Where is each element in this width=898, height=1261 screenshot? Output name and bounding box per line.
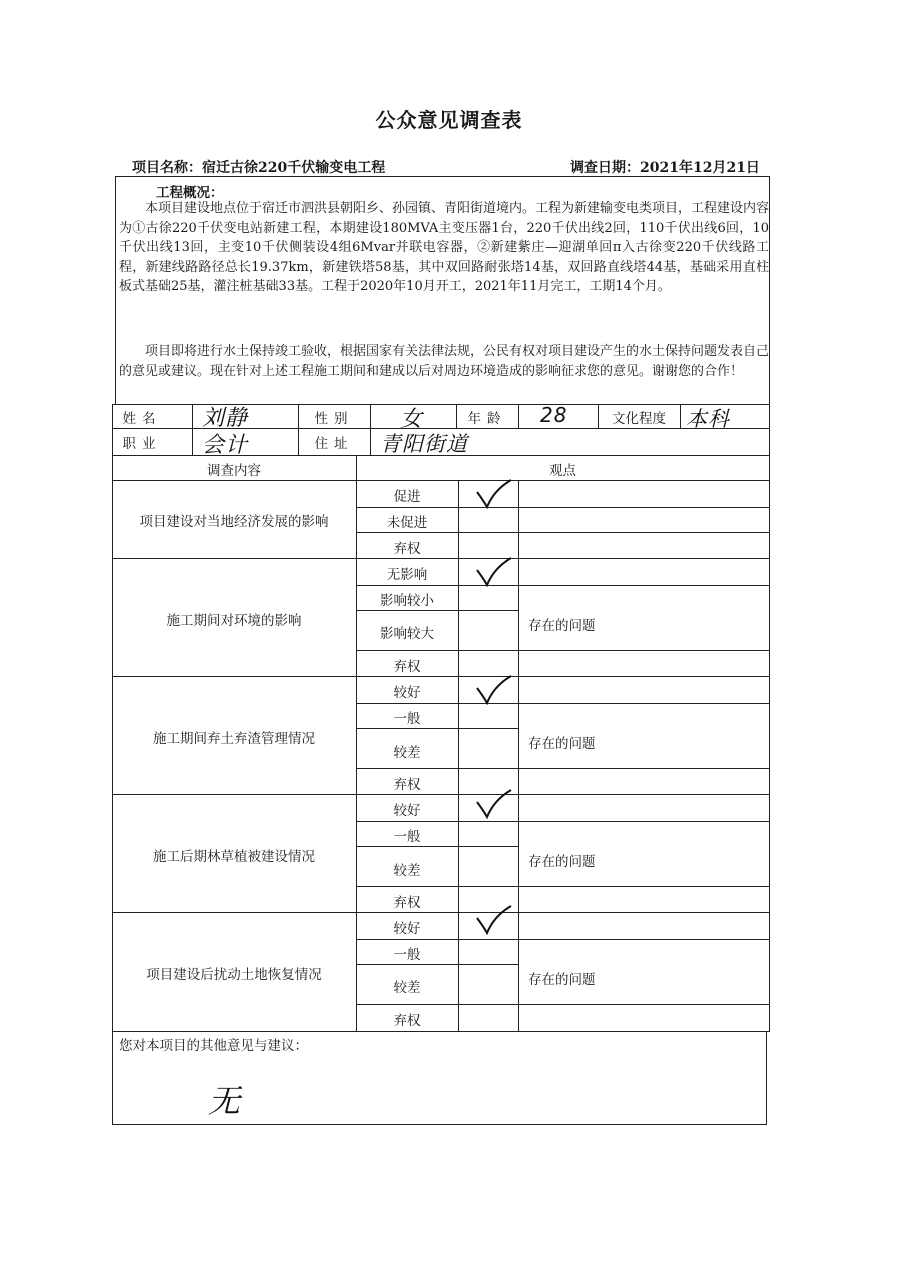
q2-issue-label: 存在的问题 (528, 618, 596, 634)
survey-date: 调查日期：2021年12月21日 (570, 160, 760, 176)
table-header-content: 调查内容 (207, 463, 261, 479)
q1-checkmark-icon[interactable] (474, 478, 514, 510)
other-opinions-value[interactable]: 无 (208, 1082, 242, 1120)
q2-option-2[interactable]: 影响较小 (380, 593, 434, 609)
q2-option-4[interactable]: 弃权 (393, 659, 421, 675)
project-name: 项目名称：宿迁古徐220千伏输变电工程 (132, 160, 386, 176)
occupation-value[interactable]: 会计 (202, 433, 249, 458)
q5-option-3[interactable]: 较差 (393, 980, 421, 996)
q3-option-1[interactable]: 较好 (393, 685, 421, 701)
q5-issue-label: 存在的问题 (528, 972, 596, 988)
q5-option-2[interactable]: 一般 (393, 947, 421, 963)
q3-issue-label: 存在的问题 (528, 736, 596, 752)
question-2-topic: 施工期间对环境的影响 (166, 613, 302, 629)
q3-option-2[interactable]: 一般 (393, 711, 421, 727)
frame-left-line-upper (115, 176, 116, 404)
q4-option-2[interactable]: 一般 (393, 829, 421, 845)
q4-option-1[interactable]: 较好 (393, 803, 421, 819)
q3-option-4[interactable]: 弃权 (393, 777, 421, 793)
q4-checkmark-icon[interactable] (474, 788, 514, 820)
q2-checkmark-icon[interactable] (474, 556, 514, 588)
gender-label: 性别 (314, 411, 354, 427)
question-1-topic: 项目建设对当地经济发展的影响 (139, 514, 329, 530)
q1-option-1[interactable]: 促进 (393, 489, 421, 505)
frame-right-line-upper (769, 176, 770, 404)
q5-option-1[interactable]: 较好 (393, 921, 421, 937)
form-title: 公众意见调查表 (375, 108, 523, 132)
age-label: 年龄 (467, 411, 507, 427)
q3-option-3[interactable]: 较差 (393, 745, 421, 761)
overview-paragraph-1: 本项目建设地点位于宿迁市泗洪县朝阳乡、孙园镇、青阳街道境内。工程为新建输变电类项目，工程建设内容为①古徐220千伏变电站新建工程，本期建设180MVA主变压器1台，220千伏出线2回，110千伏出线6回，10千伏出线13回，主变10千伏侧装设4组6Mvar并联电容器，②新建紫庄—迎湖单回π入古徐变220千伏线路工程，新建线路路径总长19.37km，新建铁塔58基，其中双回路耐张塔14基，双回路直线塔44基，基础采用直柱板式基础25基，灌注桩基础33基。工程于2020年10月开工，2021年11月完工，工期14个月。 (119, 201, 770, 295)
q3-checkmark-icon[interactable] (474, 674, 514, 706)
address-value[interactable]: 青阳街道 (380, 432, 468, 456)
q4-option-4[interactable]: 弃权 (393, 895, 421, 911)
frame-top-line (115, 176, 770, 177)
overview-paragraph-2: 项目即将进行水土保持竣工验收，根据国家有关法律法规，公民有权对项目建设产生的水土保持问题发表自己的意见或建议。现在针对上述工程施工期间和建成以后对周边环境造成的影响征求您的意见。谢谢您的合作！ (119, 344, 770, 379)
question-4-topic: 施工后期林草植被建设情况 (153, 849, 315, 865)
overview-heading: 工程概况： (156, 185, 224, 201)
occupation-label: 职业 (122, 436, 162, 452)
other-opinions-label: 您对本项目的其他意见与建议： (119, 1038, 308, 1054)
q2-option-1[interactable]: 无影响 (386, 567, 428, 583)
q5-checkmark-icon[interactable] (474, 904, 514, 936)
q5-option-4[interactable]: 弃权 (393, 1013, 421, 1029)
age-value[interactable]: 28 (540, 403, 568, 427)
q4-option-3[interactable]: 较差 (393, 863, 421, 879)
q1-option-3[interactable]: 弃权 (393, 541, 421, 557)
education-value[interactable]: 本科 (686, 407, 730, 431)
name-label: 姓名 (122, 411, 162, 427)
address-label: 住址 (314, 436, 354, 452)
question-3-topic: 施工期间弃土弃渣管理情况 (153, 731, 315, 747)
gender-value[interactable]: 女 (400, 407, 424, 432)
q2-option-3[interactable]: 影响较大 (380, 626, 434, 642)
name-value[interactable]: 刘静 (202, 406, 249, 431)
table-header-opinion: 观点 (549, 463, 576, 479)
education-label: 文化程度 (612, 411, 666, 427)
q4-issue-label: 存在的问题 (528, 854, 596, 870)
q1-option-2[interactable]: 未促进 (386, 515, 428, 531)
question-5-topic: 项目建设后扰动土地恢复情况 (146, 967, 322, 983)
